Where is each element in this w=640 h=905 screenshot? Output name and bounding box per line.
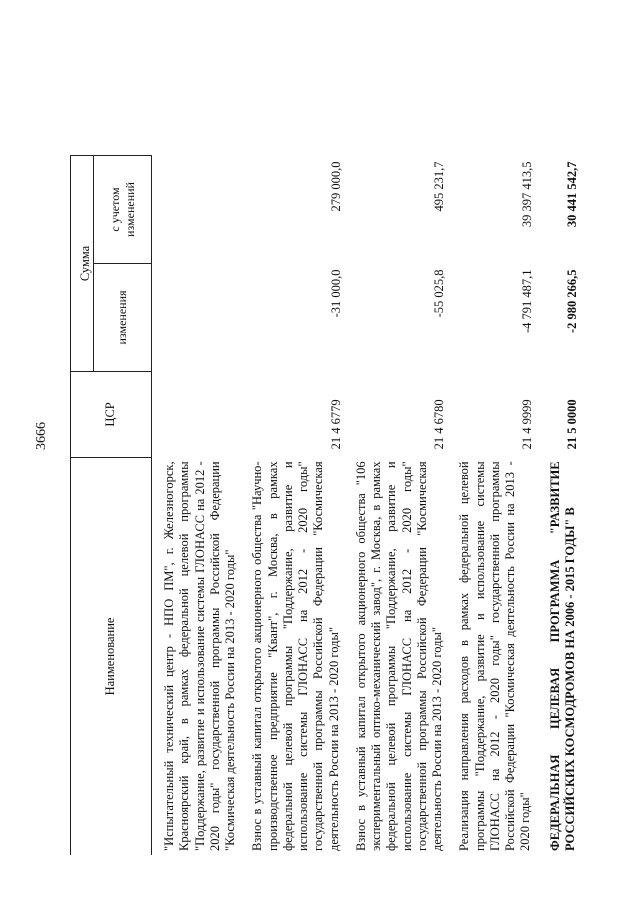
row-total <box>152 156 241 264</box>
table-row-total <box>536 156 581 856</box>
row-total: 279 000,0 <box>328 161 343 212</box>
header-csr: ЦСР <box>71 371 152 457</box>
row-change: -2 980 266,5 <box>564 269 579 334</box>
row-name: Реализация направления расходов в рамках федеральной целевой программы "Поддержание, развитие и использование системы ГЛОНАСС на 2012 - 2020 годы" государственной программы Российской Федерации "Космическая деятельность России на 2013 - 2020 годы" <box>457 461 533 851</box>
row-name: Взнос в уставный капитал открытого акционерного общества "106 экспериментальный оптико-механический завод", г. Москва, в рамках федеральной целевой программы "Поддержание, развитие и использование системы ГЛОНАСС на 2012 - 2020 годы" государственной программы Российской Федерации "Космическая деятельность России на 2013 - 2020 годы" <box>353 461 444 851</box>
row-change: -4 791 487,1 <box>520 269 535 334</box>
header-row-top <box>71 156 94 856</box>
table-row <box>447 156 535 856</box>
row-change: -55 025,8 <box>432 269 446 318</box>
header-name: Наименование <box>71 457 152 855</box>
row-csr: 21 4 6780 <box>432 399 446 450</box>
row-name: Взнос в уставный капитал открытого акционерного общества "Научно-производственное предприятие "Квант", г. Москва, в рамках федеральной целевой программы "Поддержание, развитие и использование системы ГЛОНАСС на 2012 - 2020 годы" государственной программы Российской Федерации "Космическая деятельность России на 2013 - 2020 годы" <box>250 461 341 851</box>
rotated-page <box>70 155 610 855</box>
row-csr: 21 5 0000 <box>564 399 579 450</box>
table-row <box>152 156 241 856</box>
budget-table <box>70 155 580 855</box>
table-row <box>240 156 344 856</box>
table-row <box>344 156 448 856</box>
row-name: ФЕДЕРАЛЬНАЯ ЦЕЛЕВАЯ ПРОГРАММА "РАЗВИТИЕ РОССИЙСКИХ КОСМОДРОМОВ НА 2006 - 2015 ГОДЫ" В <box>547 461 577 851</box>
row-total: 30 441 542,7 <box>564 161 579 228</box>
page-number: 3666 <box>34 422 49 450</box>
header-changes: изменения <box>94 263 152 371</box>
row-csr: 21 4 6779 <box>328 399 343 450</box>
header-sum: Сумма <box>71 156 94 372</box>
row-change: -31 000,0 <box>328 269 343 318</box>
row-csr: 21 4 9999 <box>520 399 535 450</box>
row-change <box>152 263 241 371</box>
row-name: "Испытательный технический центр - НПО ПМ", г. Железногорск, Красноярский край, в рамках федеральной целевой программы "Поддержание, развитие и использование системы ГЛОНАСС на 2012 - 2020 годы" государственной программы Российской Федерации "Космическая деятельность России на 2013 - 2020 годы" <box>162 461 237 851</box>
row-csr <box>152 371 241 457</box>
row-total: 39 397 413,5 <box>520 161 535 228</box>
header-with-changes: с учетом изменений <box>94 156 152 264</box>
row-total: 495 231,7 <box>432 161 446 212</box>
